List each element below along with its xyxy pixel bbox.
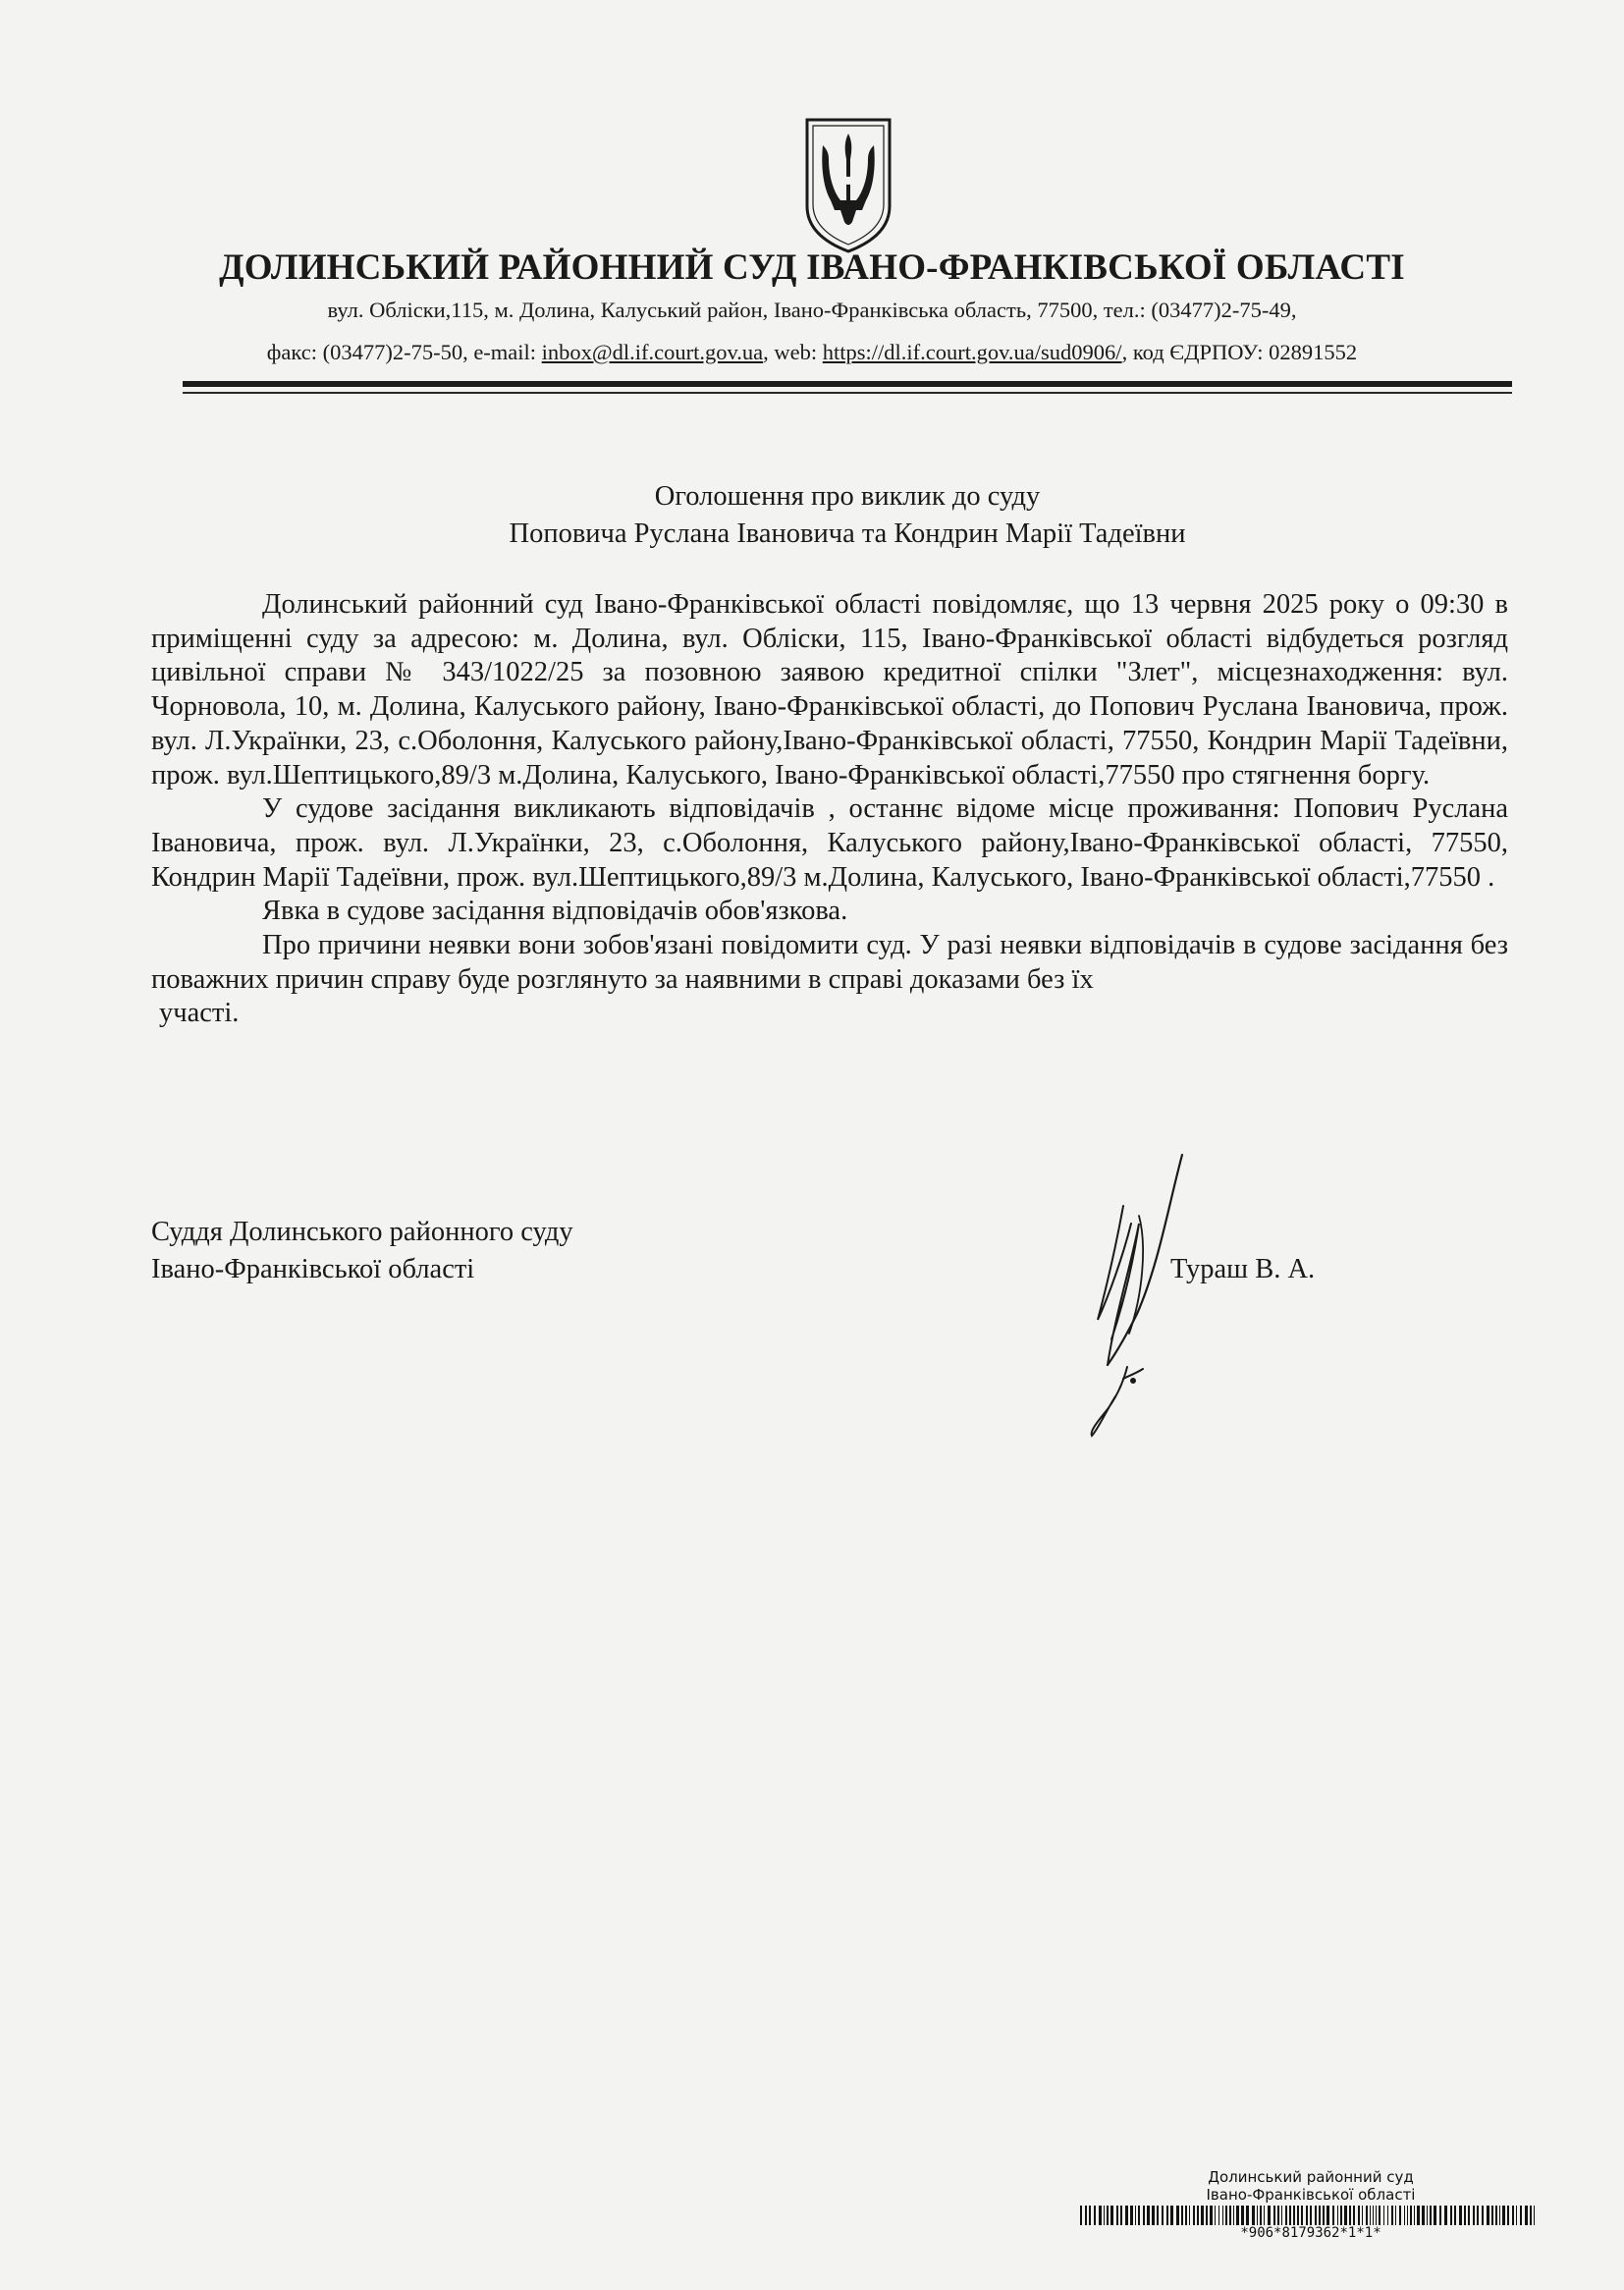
barcode-bar	[1135, 2206, 1136, 2225]
barcode-bar	[1089, 2206, 1091, 2225]
barcode-bar	[1233, 2206, 1234, 2225]
barcode-bar	[1166, 2206, 1168, 2225]
barcode-bar	[1525, 2206, 1528, 2225]
barcode-bar	[1534, 2206, 1535, 2225]
barcode-bar	[1246, 2206, 1249, 2225]
barcode-bar	[1210, 2206, 1213, 2225]
barcode-bar	[1273, 2206, 1275, 2225]
barcode-bar	[1319, 2206, 1321, 2225]
barcode-bar	[1147, 2206, 1150, 2225]
barcode-bar	[1264, 2206, 1265, 2225]
barcode-bar	[1162, 2206, 1164, 2225]
barcode-bar	[1104, 2206, 1105, 2225]
barcode-bar	[1450, 2206, 1452, 2225]
judge-title-line2: Івано-Франківської області	[151, 1254, 475, 1284]
announcement-subject: Поповича Руслана Івановича та Кондрин Марії Тадеївни	[509, 518, 1186, 549]
stamp-court-name: Долинський районний суд	[1208, 2168, 1414, 2186]
barcode-bar	[1495, 2206, 1497, 2225]
barcode-bar	[1218, 2206, 1219, 2225]
barcode-bar	[1157, 2206, 1159, 2225]
trident-coat-of-arms-icon	[801, 116, 895, 255]
barcode-bar	[1410, 2206, 1412, 2225]
barcode-bar	[1362, 2206, 1363, 2225]
barcode-bar	[1391, 2206, 1393, 2225]
barcode-bar	[1125, 2206, 1128, 2225]
barcode-bar	[1285, 2206, 1287, 2225]
barcode-bar	[1252, 2206, 1255, 2225]
barcode-bar	[1201, 2206, 1204, 2225]
barcode-bar	[1376, 2206, 1377, 2225]
barcode-bar	[1439, 2206, 1441, 2225]
barcode-bar	[1080, 2206, 1082, 2225]
judge-title-line1: Суддя Долинського районного суду	[151, 1217, 573, 1247]
barcode-bar	[1383, 2206, 1384, 2225]
barcode-bar	[1337, 2206, 1338, 2225]
barcode-bar	[1197, 2206, 1199, 2225]
barcode-bar	[1373, 2206, 1374, 2225]
barcode-bar	[1260, 2206, 1262, 2225]
court-registration-stamp	[1080, 2168, 1542, 2241]
court-contacts	[0, 342, 1624, 364]
judge-title	[151, 1214, 573, 1288]
barcode-bar	[1241, 2206, 1244, 2225]
barcode-bar	[1507, 2206, 1509, 2225]
barcode-bar	[1491, 2206, 1493, 2225]
barcode-bar	[1107, 2206, 1109, 2225]
barcode-bar	[1152, 2206, 1155, 2225]
announcement-title: Оголошення про виклик до суду	[654, 481, 1041, 512]
barcode-bar	[1189, 2206, 1190, 2225]
barcode-bar	[1370, 2206, 1371, 2225]
barcode-bar	[1193, 2206, 1195, 2225]
court-address: вул. Обліски,115, м. Долина, Калуський район, Івано-Франківська область, 77500, тел.: (03477)2-75-49,	[327, 298, 1297, 322]
barcode-bar	[1176, 2206, 1179, 2225]
barcode-bar	[1395, 2206, 1396, 2225]
barcode-bar	[1181, 2206, 1183, 2225]
barcode-number: *906*8179362*1*1*	[1240, 2225, 1381, 2241]
barcode-bar	[1206, 2206, 1208, 2225]
header-divider-thick	[183, 381, 1512, 387]
court-name: ДОЛИНСЬКИЙ РАЙОННИЙ СУД ІВАНО-ФРАНКІВСЬКОЇ ОБЛАСТІ	[219, 247, 1405, 288]
barcode-bar	[1427, 2206, 1428, 2225]
barcode-bar	[1185, 2206, 1187, 2225]
fax-label: факс: (03477)2-75-50, e-mail:	[266, 340, 542, 364]
barcode-bar	[1332, 2206, 1334, 2225]
barcode-bar	[1468, 2206, 1470, 2225]
barcode-bar	[1434, 2206, 1436, 2225]
barcode-bar	[1306, 2206, 1308, 2225]
barcode-bar	[1293, 2206, 1295, 2225]
barcode-bar	[1094, 2206, 1096, 2225]
barcode-bar	[1379, 2206, 1380, 2225]
barcode-bar	[1487, 2206, 1489, 2225]
web-link[interactable]: https://dl.if.court.gov.ua/sud0906/	[822, 340, 1122, 364]
barcode-bar	[1454, 2206, 1456, 2225]
barcode-bar	[1482, 2206, 1484, 2225]
barcode-bar	[1281, 2206, 1282, 2225]
barcode-bar	[1414, 2206, 1415, 2225]
barcode	[1080, 2206, 1542, 2225]
barcode-bar	[1268, 2206, 1271, 2225]
judge-name: Тураш В. А.	[1170, 1254, 1316, 1284]
handwritten-signature	[1021, 1147, 1218, 1442]
barcode-bar	[1430, 2206, 1432, 2225]
barcode-bar	[1170, 2206, 1173, 2225]
email-link[interactable]: inbox@dl.if.court.gov.ua	[541, 340, 764, 364]
barcode-bar	[1138, 2206, 1140, 2225]
barcode-bar	[1236, 2206, 1239, 2225]
barcode-bar	[1404, 2206, 1405, 2225]
barcode-bar	[1323, 2206, 1325, 2225]
barcode-bar	[1315, 2206, 1317, 2225]
barcode-bar	[1143, 2206, 1145, 2225]
barcode-bar	[1464, 2206, 1466, 2225]
barcode-bar	[1366, 2206, 1368, 2225]
header-divider-thin	[183, 392, 1512, 394]
announcement-body	[151, 588, 1508, 1031]
edrpou-code: , код ЄДРПОУ: 02891552	[1121, 340, 1358, 364]
barcode-bar	[1499, 2206, 1500, 2225]
barcode-bar	[1530, 2206, 1532, 2225]
barcode-bar	[1310, 2206, 1312, 2225]
barcode-bar	[1110, 2206, 1113, 2225]
barcode-bar	[1516, 2206, 1517, 2225]
barcode-bar	[1215, 2206, 1216, 2225]
barcode-bar	[1229, 2206, 1231, 2225]
barcode-bar	[1120, 2206, 1122, 2225]
paragraph-absence: Про причини неявки вони зобов'язані повідомити суд. У разі неявки відповідачів в судове засідання без поважних причин справу буде розглянуто за наявними в справі доказами без їх	[151, 930, 1508, 995]
barcode-bar	[1473, 2206, 1475, 2225]
barcode-bar	[1512, 2206, 1514, 2225]
barcode-bar	[1417, 2206, 1420, 2225]
paragraph-attendance: Явка в судове засідання відповідачів обов'язкова.	[262, 896, 848, 927]
barcode-bar	[1277, 2206, 1279, 2225]
barcode-bar	[1349, 2206, 1351, 2225]
paragraph-summons: У судове засідання викликають відповідачів , останнє відоме місце проживання: Попович Руслана Івановича, прож. вул. Л.Українки, 23, с.Оболоння, Калуського району,Івано-Франківської області, 77550, Кондрин Марії Тадеївни, прож. вул.Шептицького,89/3 м.Долина, Калуського, Івано-Франківської області,77550 .	[151, 793, 1508, 893]
barcode-bar	[1502, 2206, 1505, 2225]
stamp-region: Івано-Франківської області	[1206, 2186, 1416, 2204]
barcode-bar	[1085, 2206, 1087, 2225]
barcode-bar	[1444, 2206, 1447, 2225]
barcode-bar	[1353, 2206, 1355, 2225]
paragraph-absence-end: участі.	[159, 998, 240, 1029]
barcode-bar	[1225, 2206, 1227, 2225]
barcode-bar	[1344, 2206, 1347, 2225]
barcode-bar	[1297, 2206, 1299, 2225]
barcode-bar	[1130, 2206, 1133, 2225]
barcode-bar	[1399, 2206, 1401, 2225]
barcode-bar	[1387, 2206, 1388, 2225]
barcode-bar	[1326, 2206, 1329, 2225]
barcode-bar	[1099, 2206, 1102, 2225]
barcode-bar	[1257, 2206, 1258, 2225]
barcode-bar	[1340, 2206, 1342, 2225]
barcode-bar	[1301, 2206, 1303, 2225]
barcode-bar	[1407, 2206, 1408, 2225]
barcode-bar	[1459, 2206, 1462, 2225]
web-label: , web:	[763, 340, 823, 364]
paragraph-hearing: Долинський районний суд Івано-Франківської області повідомляє, що 13 червня 2025 року о 09:30 в приміщенні суду за адресою: м. Долина, вул. Обліски, 115, Івано-Франківської області відбудеться розгляд цивільної справи № 343/1022/25 за позовною заявою кредитної спілки "Злет", місцезнаходження: вул. Чорновола, 10, м. Долина, Калуського району, Івано-Франківської області, до Попович Руслана Івановича, прож. вул. Л.Українки, 23, с.Оболоння, Калуського району,Івано-Франківської області, 77550, Кондрин Марії Тадеївни, прож. вул.Шептицького,89/3 м.Долина, Калуського, Івано-Франківської області,77550 про стягнення боргу.	[151, 589, 1508, 791]
barcode-bar	[1477, 2206, 1479, 2225]
barcode-bar	[1222, 2206, 1223, 2225]
barcode-bar	[1358, 2206, 1360, 2225]
barcode-bar	[1520, 2206, 1522, 2225]
barcode-bar	[1289, 2206, 1291, 2225]
barcode-bar	[1116, 2206, 1118, 2225]
barcode-bar	[1422, 2206, 1425, 2225]
